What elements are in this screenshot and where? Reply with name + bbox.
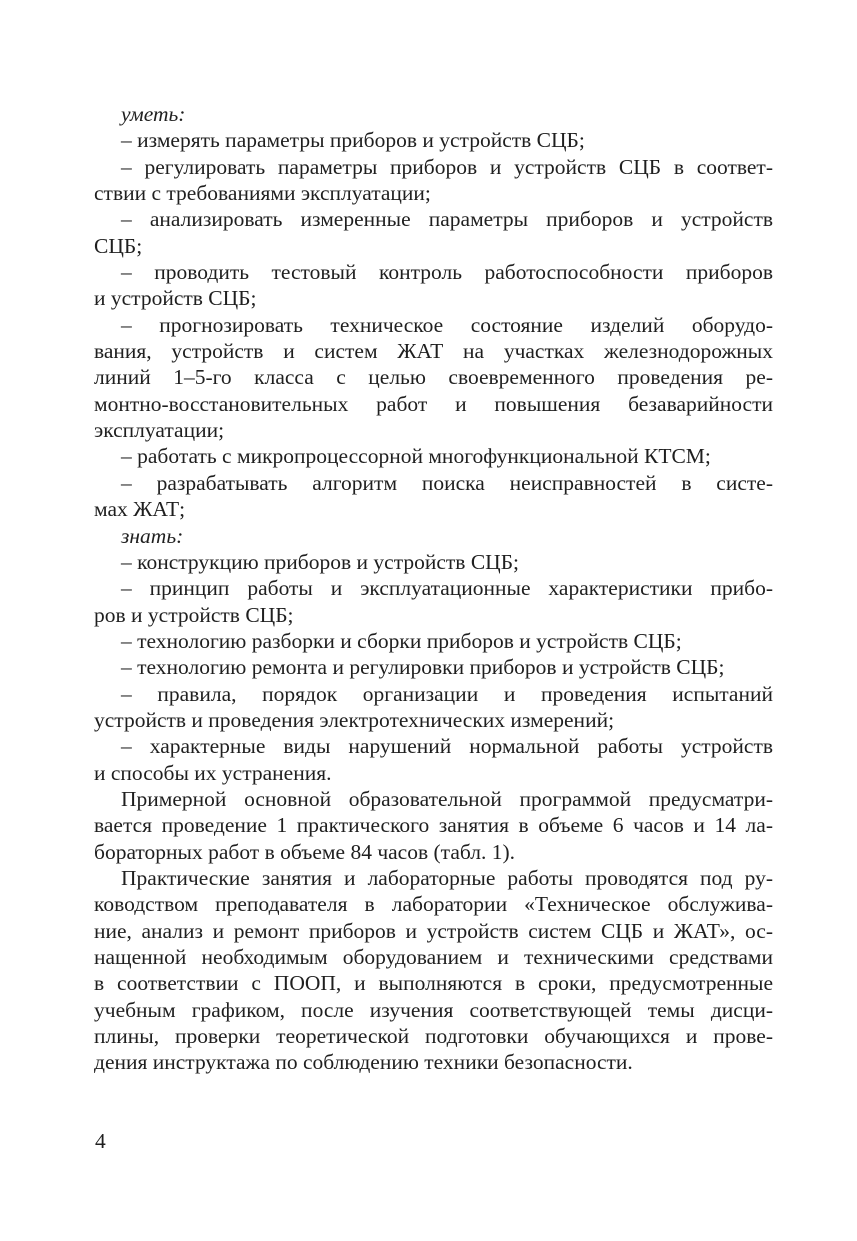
text-line: ствии с требованиями эксплуатации; <box>94 181 431 206</box>
text-line: – технологию разборки и сборки приборов и устройств СЦБ; <box>121 628 682 653</box>
text-line: ние, анализ и ремонт приборов и устройств систем СЦБ и ЖАТ», ос- <box>94 918 773 943</box>
text-line: – измерять параметры приборов и устройств СЦБ; <box>121 128 585 153</box>
text-line: нащенной необходимым оборудованием и техническими средствами <box>94 945 773 969</box>
text-line: дения инструктажа по соблюдению техники безопасности. <box>94 1050 633 1075</box>
text-line: уметь: <box>121 102 186 126</box>
text-line: – анализировать измеренные параметры приборов и устройств <box>121 207 773 232</box>
text-line: знать: <box>121 523 184 548</box>
text-line: и устройств СЦБ; <box>94 286 257 311</box>
text-line: – проводить тестовый контроль работоспособности приборов <box>121 260 773 285</box>
text-line: учебным графиком, после изучения соответствующей темы дисци- <box>94 997 773 1022</box>
text-line: – характерные виды нарушений нормальной работы устройств <box>121 734 773 759</box>
text-line: и способы их устранения. <box>94 760 332 785</box>
text-line: – регулировать параметры приборов и устройств СЦБ в соответ- <box>121 154 773 179</box>
text-line: мах ЖАТ; <box>94 497 186 522</box>
page-number: 4 <box>95 1129 106 1153</box>
text-line: устройств и проведения электротехнических измерений; <box>94 707 615 732</box>
text-line: – прогнозировать техническое состояние изделий оборудо- <box>121 312 773 337</box>
text-line: Примерной основной образовательной программой предусматри- <box>121 786 773 811</box>
text-line: ководством преподавателя в лаборатории «Техническое обслужива- <box>94 892 773 917</box>
text-line: – технологию ремонта и регулировки приборов и устройств СЦБ; <box>121 655 725 680</box>
text-line: в соответствии с ПООП, и выполняются в сроки, предусмотренные <box>94 971 773 996</box>
text-line: – правила, порядок организации и проведения испытаний <box>121 681 773 706</box>
text-line: эксплуатации; <box>94 418 225 443</box>
text-line: – принцип работы и эксплуатационные характеристики прибо- <box>121 576 773 601</box>
text-line: ров и устройств СЦБ; <box>94 602 294 627</box>
text-line: плины, проверки теоретической подготовки обучающихся и прове- <box>94 1024 773 1049</box>
text-line: бораторных работ в объеме 84 часов (табл. 1). <box>94 839 516 864</box>
text-line: – работать с микропроцессорной многофункциональной КТСМ; <box>121 444 711 469</box>
text-block <box>94 101 773 1076</box>
text-line: вания, устройств и систем ЖАТ на участках железнодорожных <box>94 339 773 364</box>
text-line: линий 1–5-го класса с целью своевременного проведения ре- <box>94 365 773 390</box>
text-line: монтно-восстановительных работ и повышения безаварийности <box>94 391 773 416</box>
text-line: Практические занятия и лабораторные работы проводятся под ру- <box>121 865 773 890</box>
text-line: вается проведение 1 практического занятия в объеме 6 часов и 14 ла- <box>94 813 773 838</box>
text-line: СЦБ; <box>94 233 143 258</box>
text-line: – разрабатывать алгоритм поиска неисправностей в систе- <box>121 470 773 495</box>
text-line: – конструкцию приборов и устройств СЦБ; <box>121 549 520 574</box>
